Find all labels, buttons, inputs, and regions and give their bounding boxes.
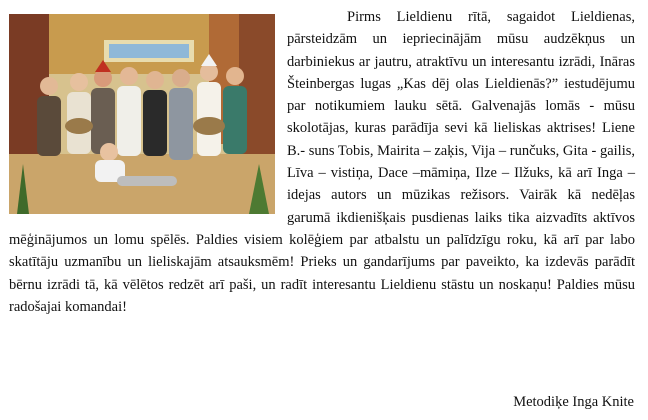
article-body: Pirms Lieldienu rītā, sagaidot Lieldienas, pārsteidzām un iepriecinājām mūsu audzēkņus un darbiniekus ar jautru, atraktīvu un interesantu izrādi, Ināras Šteinbergas lugas „Kas dēj olas Lieldienās?” iestudējumu par notikumiem lauku sētā. Galvenajās lomās - mūsu skolotājas, kuras parādīja sevi kā lieliskas aktrises! Liene B.- suns Tobis, Mairita – zaķis, Vija – runčuks, Gita - gailis, Līva – vistiņa, Dace –māmiņa, Ilze – Ilžuks, kā arī Inga – idejas autors un mūzikas režisors. Vairāk kā nedēļas garumā ikdienišķais pusdienas laiks tika aizvadīts aktīvos mēģinājumos un lomu spēlēs. Paldies visiem kolēģiem par atbalstu un palīdzīgu roku, kā arī par labo skatītāju uzmanību un lieliskajām atsauksmēm! Prieks un gandarījums par paveikto, ka izdevās parādīt bērnu izrādi tā, kā vēlētos redzēt arī paši, un radīt interesantu Lieldienu stāstu un noskaņu! Paldies mūsu radošajai komandai! <box>9 9 635 315</box>
signature: Metodiķe Inga Knite <box>513 394 634 410</box>
article-text <box>9 6 635 318</box>
photo-wrap-space <box>9 6 281 220</box>
